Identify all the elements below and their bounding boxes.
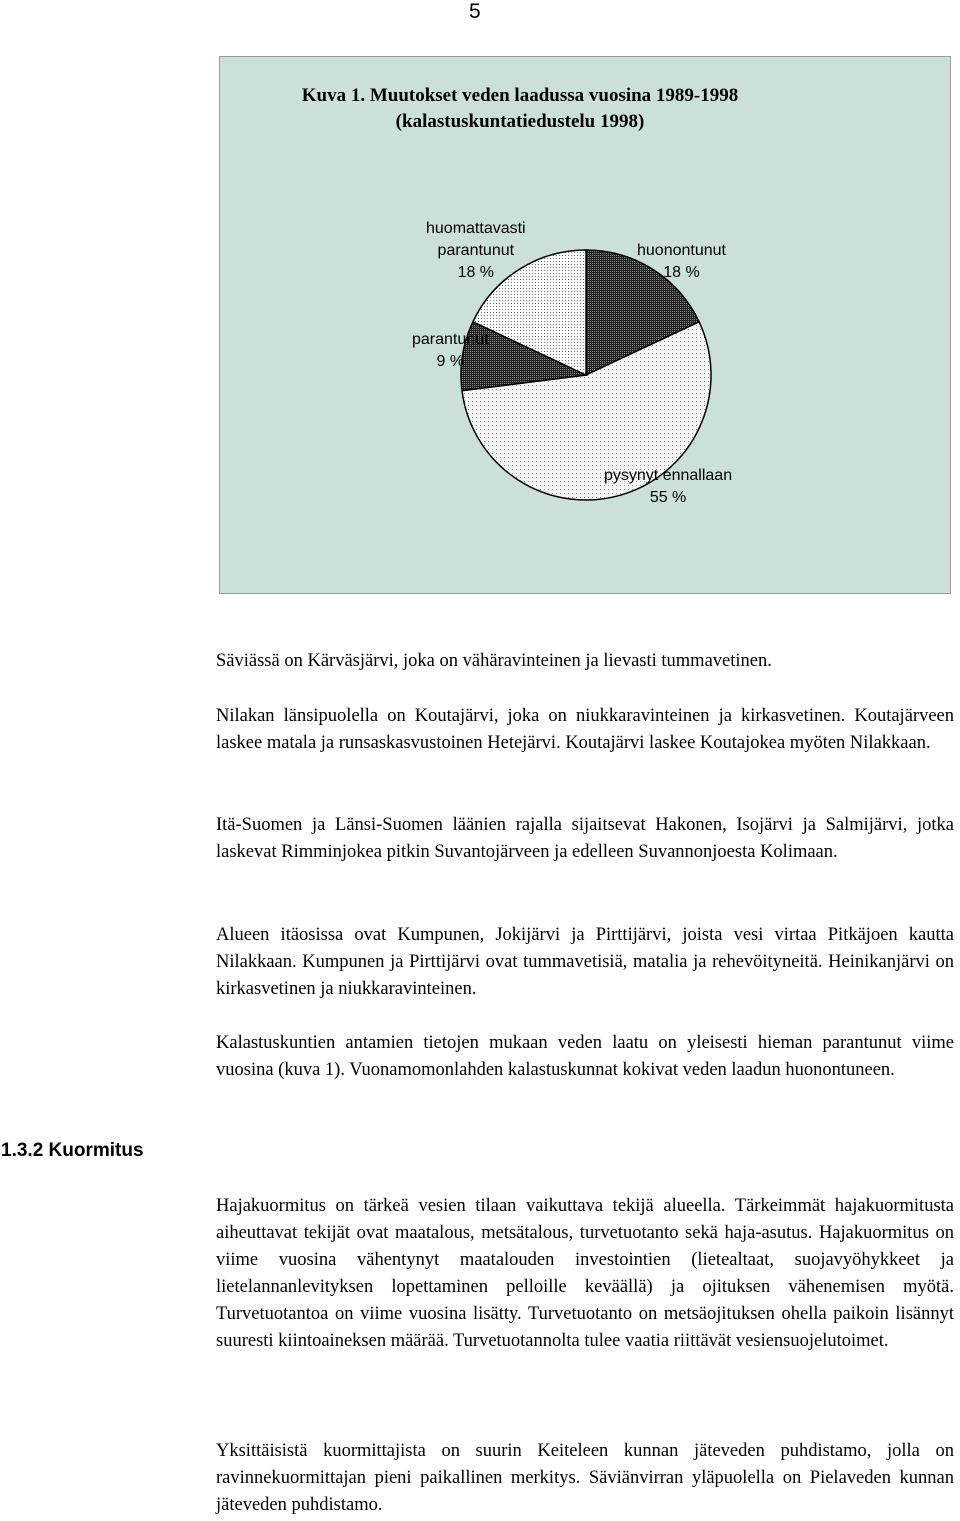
paragraph-3: Itä-Suomen ja Länsi-Suomen läänien rajalla sijaitsevat Hakonen, Isojärvi ja Salmijärvi, jotka laskevat Rimminjokea pitkin Suvantojärveen ja edelleen Suvannonjoesta Kolimaan.: [216, 815, 954, 862]
paragraph-7: Yksittäisistä kuormittajista on suurin Keiteleen kunnan jäteveden puhdistamo, jolla on ravinnekuormittajan pieni paikallinen merkitys. Säviänvirran yläpuolella on Pielaveden kunnan jäteveden puhdistamo.: [216, 1441, 954, 1515]
paragraph-4: Alueen itäosissa ovat Kumpunen, Jokijärvi ja Pirttijärvi, joista vesi virtaa Pitkäjoen kautta Nilakkaan. Kumpunen ja Pirttijärvi ovat tummavetisiä, matalia ja rehevöityneitä. Heinikanjärvi on kirkasvetinen ja niukkaravinteinen.: [216, 925, 954, 999]
label-parantunut-value: 9 %: [436, 353, 465, 370]
figure-box: [219, 56, 951, 594]
figure-title-line1: Kuva 1. Muutokset veden laadussa vuosina 1989-1998: [301, 85, 739, 106]
paragraph-1: Säviässä on Kärväsjärvi, joka on vähäravinteinen ja lievasti tummavetinen.: [216, 651, 772, 671]
label-pysynyt-line1: pysynyt ennallaan: [604, 467, 733, 484]
label-huomattavasti-value: 18 %: [457, 264, 495, 281]
label-huomattavasti-line2: parantunut: [437, 242, 515, 259]
pie-chart: [220, 57, 950, 593]
label-huonontunut: [637, 240, 726, 284]
paragraph-5: Kalastuskuntien antamien tietojen mukaan veden laatu on yleisesti hieman parantunut viime vuosina (kuva 1). Vuonamomonlahden kalastuskunnat kokivat veden laadun huonontuneen.: [216, 1033, 954, 1080]
label-pysynyt-ennallaan: [604, 465, 732, 509]
paragraph-6: Hajakuormitus on tärkeä vesien tilaan vaikuttava tekijä alueella. Tärkeimmät hajakuormitusta aiheuttavat tekijät ovat maatalous, metsätalous, turvetuotanto sekä haja-asutus. Hajakuormitus on viime vuosina vähentynyt maatalouden investointien (lietealtaat, suojavyöhykkeet ja lietelannanlevityksen lopettaminen pelloille keväällä) ja ojituksen vähenemisen myötä. Turvetuotantoa on viime vuosina lisätty. Turvetuotanto on metsäojituksen ohella paikoin lisännyt suuresti kiintoaineksen määrää. Turvetuotannolta tulee vaatia riittävät vesiensuojelutoimet.: [216, 1196, 954, 1351]
label-huomattavasti-parantunut: [426, 218, 526, 284]
page-number: 5: [469, 0, 481, 23]
label-huonontunut-value: 18 %: [663, 264, 700, 281]
label-parantunut-line1: parantunut: [412, 331, 489, 348]
section-heading: 1.3.2 Kuormitus: [1, 1140, 144, 1161]
label-parantunut: [412, 329, 489, 373]
label-pysynyt-value: 55 %: [649, 489, 687, 506]
figure-title-line2: (kalastuskuntatiedustelu 1998): [395, 111, 645, 132]
label-huomattavasti-line1: huomattavasti: [426, 220, 526, 237]
label-huonontunut-line1: huonontunut: [637, 242, 726, 259]
paragraph-2: Nilakan länsipuolella on Koutajärvi, joka on niukkaravinteinen ja kirkasvetinen. Koutajärveen laskee matala ja runsaskasvustoinen Hetejärvi. Koutajärvi laskee Koutajokea myöten Nilakkaan.: [216, 706, 954, 753]
